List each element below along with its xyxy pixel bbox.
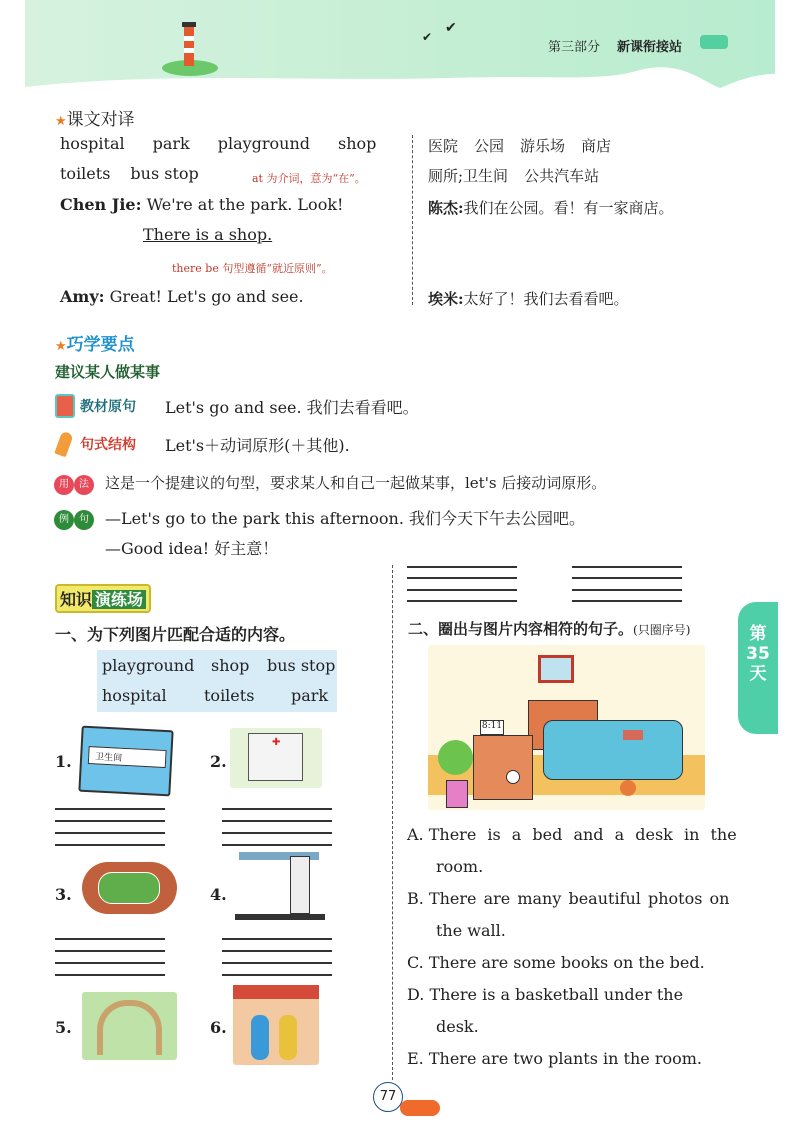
vocab-zh: 医院	[428, 137, 459, 155]
option-text: There is a bed and a desk in the	[428, 825, 737, 844]
vocab-zh: 公共汽车站	[524, 167, 600, 185]
original-sentence: Let's go and see. 我们去看看吧。	[165, 398, 419, 417]
q1-title: 一、为下列图片匹配合适的内容。	[55, 625, 296, 644]
vocab-word: shop	[338, 134, 377, 153]
column-divider	[392, 565, 393, 1080]
pencil-icon	[54, 431, 73, 458]
item-number: 5.	[55, 1018, 72, 1037]
original-label: 教材原句	[80, 399, 136, 415]
example-badge	[54, 507, 94, 530]
shop-picture	[233, 985, 319, 1065]
option-text: There is a basketball under the	[429, 985, 684, 1004]
vocab-row-1	[60, 134, 376, 153]
answer-line	[222, 938, 332, 940]
option-text: There are many beautiful photos on	[428, 889, 730, 908]
speaker: 埃米:	[428, 290, 464, 308]
bird-icon: ✔	[445, 20, 457, 36]
badge-text: 知识	[60, 590, 93, 609]
example-tag: 句	[74, 510, 94, 530]
word-bank-item: toilets	[204, 686, 255, 705]
speaker: Chen Jie:	[60, 195, 142, 214]
vocab-zh: 游乐场	[520, 137, 566, 155]
day-tab-text: 天	[749, 664, 767, 684]
option-d[interactable]	[407, 985, 683, 1004]
bus-stop-picture	[235, 852, 327, 922]
word-bank-item: bus stop	[267, 656, 336, 675]
header-wave	[0, 60, 800, 100]
usage-tag: 法	[74, 475, 94, 495]
answer-line	[572, 577, 682, 579]
vocab-zh-row-2	[428, 165, 599, 186]
amy-zh-line	[428, 288, 629, 309]
option-text: room.	[436, 857, 484, 876]
dialogue-text: We're at the park. Look!	[146, 195, 344, 214]
vocab-row-2	[60, 164, 199, 183]
word-bank-item: park	[291, 686, 329, 705]
usage-tag: 用	[54, 475, 74, 495]
key-points-title: ★巧学要点	[55, 335, 135, 355]
q2-title-text: 二、圈出与图片内容相符的句子。	[408, 620, 634, 638]
answer-line	[222, 844, 332, 846]
q2-title	[408, 618, 690, 639]
clock: 8:11	[480, 720, 504, 735]
option-e[interactable]	[407, 1049, 702, 1068]
example-sentence-2: —Good idea! 好主意！	[105, 539, 279, 558]
practice-badge	[55, 584, 151, 613]
option-text: There are some books on the bed.	[428, 953, 705, 972]
badge-text: 演练场	[92, 590, 146, 609]
answer-line	[222, 808, 332, 810]
answer-line	[55, 962, 165, 964]
answer-line	[55, 820, 165, 822]
bedroom-picture	[428, 645, 705, 810]
sign-text: 卫生间	[88, 746, 167, 768]
vocab-zh: 厕所;卫生间	[428, 167, 509, 185]
word-bank-item: shop	[211, 656, 250, 675]
option-label: E.	[407, 1049, 424, 1068]
chen-line	[60, 195, 343, 214]
vocab-zh: 公园	[474, 137, 505, 155]
q2-note: (只圈序号)	[633, 623, 691, 637]
park-picture	[82, 992, 177, 1060]
dialogue-text: Great! Let's go and see.	[109, 287, 304, 306]
structure-text: Let's＋动词原形(＋其他).	[165, 436, 350, 455]
option-b[interactable]	[407, 889, 729, 908]
answer-line	[222, 950, 332, 952]
answer-line	[55, 950, 165, 952]
vocab-word: hospital	[60, 134, 125, 153]
page-number: 77	[373, 1082, 403, 1112]
option-text: desk.	[436, 1017, 479, 1036]
answer-line	[55, 808, 165, 810]
amy-line	[60, 287, 304, 306]
answer-line	[222, 832, 332, 834]
hospital-picture: ✚	[230, 728, 322, 788]
option-text: There are two plants in the room.	[428, 1049, 702, 1068]
answer-line	[407, 589, 517, 591]
structure-label: 句式结构	[80, 437, 136, 453]
item-number: 4.	[210, 885, 227, 904]
book-icon	[55, 394, 75, 418]
dialogue-text: 太好了！我们去看看吧。	[463, 290, 629, 308]
dialogue-text: 我们在公园。看！有一家商店。	[463, 199, 674, 217]
speaker: Amy:	[60, 287, 105, 306]
item-number: 1.	[55, 752, 72, 771]
speaker: 陈杰:	[428, 199, 464, 217]
answer-line	[407, 600, 517, 602]
translation-title: ★课文对译	[55, 110, 135, 130]
lighthouse-icon	[160, 18, 220, 76]
basketball	[620, 780, 636, 796]
answer-line	[55, 844, 165, 846]
answer-line	[407, 577, 517, 579]
usage-badge	[54, 472, 94, 495]
answer-line	[222, 962, 332, 964]
vocab-zh: 商店	[581, 137, 612, 155]
answer-line	[572, 589, 682, 591]
vocab-word: bus stop	[130, 164, 199, 183]
toilet-sign-picture	[78, 726, 173, 797]
word-bank-item: hospital	[102, 686, 167, 705]
vocab-zh-row-1	[428, 135, 611, 156]
option-c[interactable]	[407, 953, 705, 972]
note-there-be: there be 句型遵循“就近原则”。	[172, 262, 333, 275]
answer-line	[222, 974, 332, 976]
answer-line	[572, 566, 682, 568]
answer-line	[572, 600, 682, 602]
note-at: at 为介词，意为“在”。	[252, 172, 366, 185]
option-label: C.	[407, 953, 424, 972]
example-tag: 例	[54, 510, 74, 530]
word-bank-item: playground	[102, 656, 195, 675]
answer-line	[55, 974, 165, 976]
vocab-word: playground	[217, 134, 311, 153]
item-number: 3.	[55, 885, 72, 904]
option-label: B.	[407, 889, 424, 908]
usage-text: 这是一个提建议的句型，要求某人和自己一起做某事，let's 后接动词原形。	[105, 474, 607, 492]
answer-line	[407, 566, 517, 568]
column-divider	[412, 135, 413, 305]
example-sentence-1: —Let's go to the park this afternoon. 我们今天下午去公园吧。	[105, 509, 586, 528]
option-a[interactable]	[407, 825, 737, 844]
day-tab	[738, 602, 778, 734]
option-label: D.	[407, 985, 425, 1004]
answer-line	[55, 938, 165, 940]
book	[623, 730, 643, 740]
bird-icon: ✔	[422, 30, 433, 44]
football	[506, 770, 520, 784]
answer-line	[55, 832, 165, 834]
day-tab-text: 35	[746, 644, 770, 664]
item-number: 2.	[210, 752, 227, 771]
station-label: 新课衔接站	[617, 40, 683, 55]
submarine-icon	[400, 1100, 440, 1116]
vocab-word: park	[152, 134, 190, 153]
answer-line	[222, 820, 332, 822]
item-number: 6.	[210, 1018, 227, 1037]
chen-zh-line	[428, 197, 674, 218]
day-tab-text: 第	[749, 624, 767, 644]
playground-picture	[82, 862, 177, 914]
logo-icon	[700, 35, 728, 49]
photo-frame	[538, 655, 574, 683]
key-points-subtitle: 建议某人做某事	[55, 363, 161, 381]
part-label: 第三部分	[548, 40, 601, 55]
dialogue-text: There is a shop.	[143, 225, 273, 244]
vocab-word: toilets	[60, 164, 111, 183]
option-label: A.	[407, 825, 424, 844]
option-text: the wall.	[436, 921, 506, 940]
